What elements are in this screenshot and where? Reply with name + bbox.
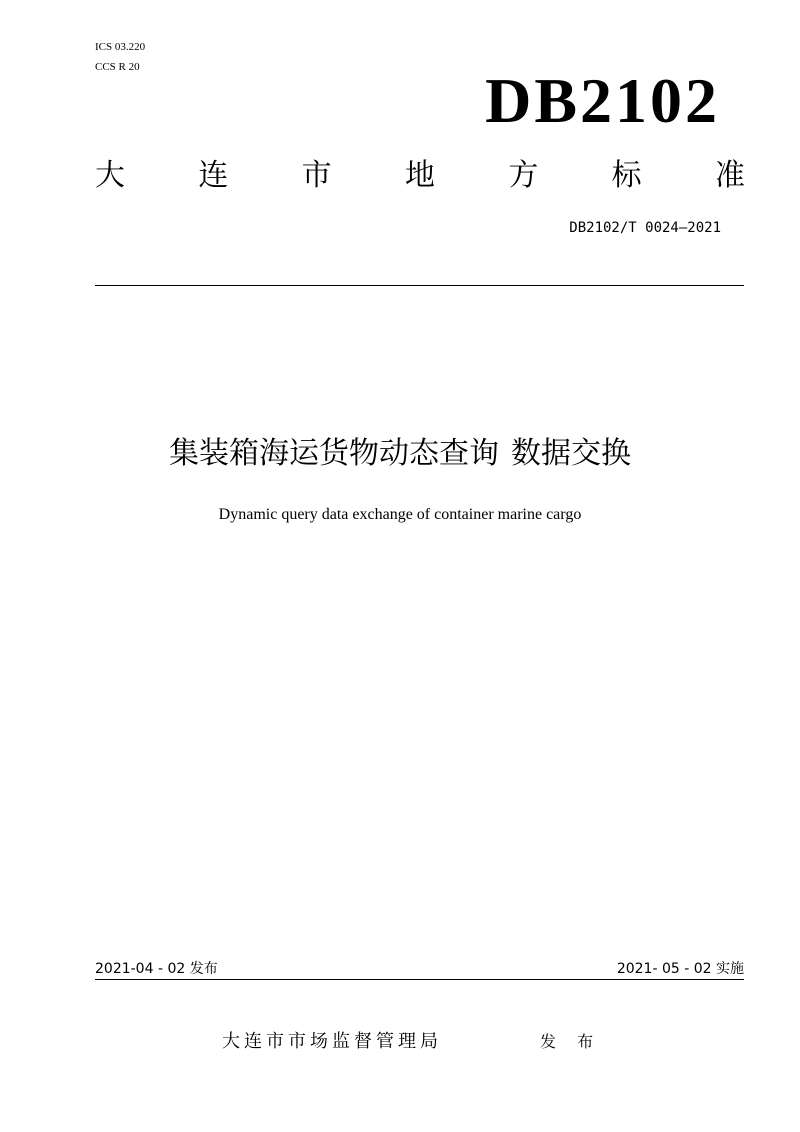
document-title-en: Dynamic query data exchange of container marine cargo (218, 506, 582, 523)
standard-type-char: 标 (611, 158, 642, 193)
standard-type-char: 地 (404, 158, 435, 193)
title-cn-part2: 数据交换 (511, 436, 631, 471)
implement-date: 2021- 05 - 02 实施 (616, 961, 744, 977)
standard-type-heading (95, 156, 745, 196)
standard-type-char: 连 (198, 158, 229, 193)
standard-code-logo: DB2102 (485, 65, 720, 136)
standard-type-char: 准 (714, 158, 745, 193)
footer-divider (95, 979, 744, 980)
document-title-cn (0, 433, 800, 475)
issuing-authority: 大连市市场监督管理局 (222, 1031, 442, 1052)
standard-number: DB2102/T 0024—2021 (569, 220, 721, 236)
issuing-action: 发 布 (540, 1032, 602, 1051)
title-cn-part1: 集装箱海运货物动态查询 (169, 436, 499, 471)
standard-type-char: 市 (301, 158, 332, 193)
publish-date: 2021-04 - 02 发布 (95, 961, 218, 977)
ccs-code: CCS R 20 (95, 61, 140, 73)
header-divider (95, 285, 744, 286)
standard-type-char: 方 (508, 158, 539, 193)
ics-code: ICS 03.220 (95, 41, 146, 53)
standard-type-char: 大 (95, 158, 125, 193)
